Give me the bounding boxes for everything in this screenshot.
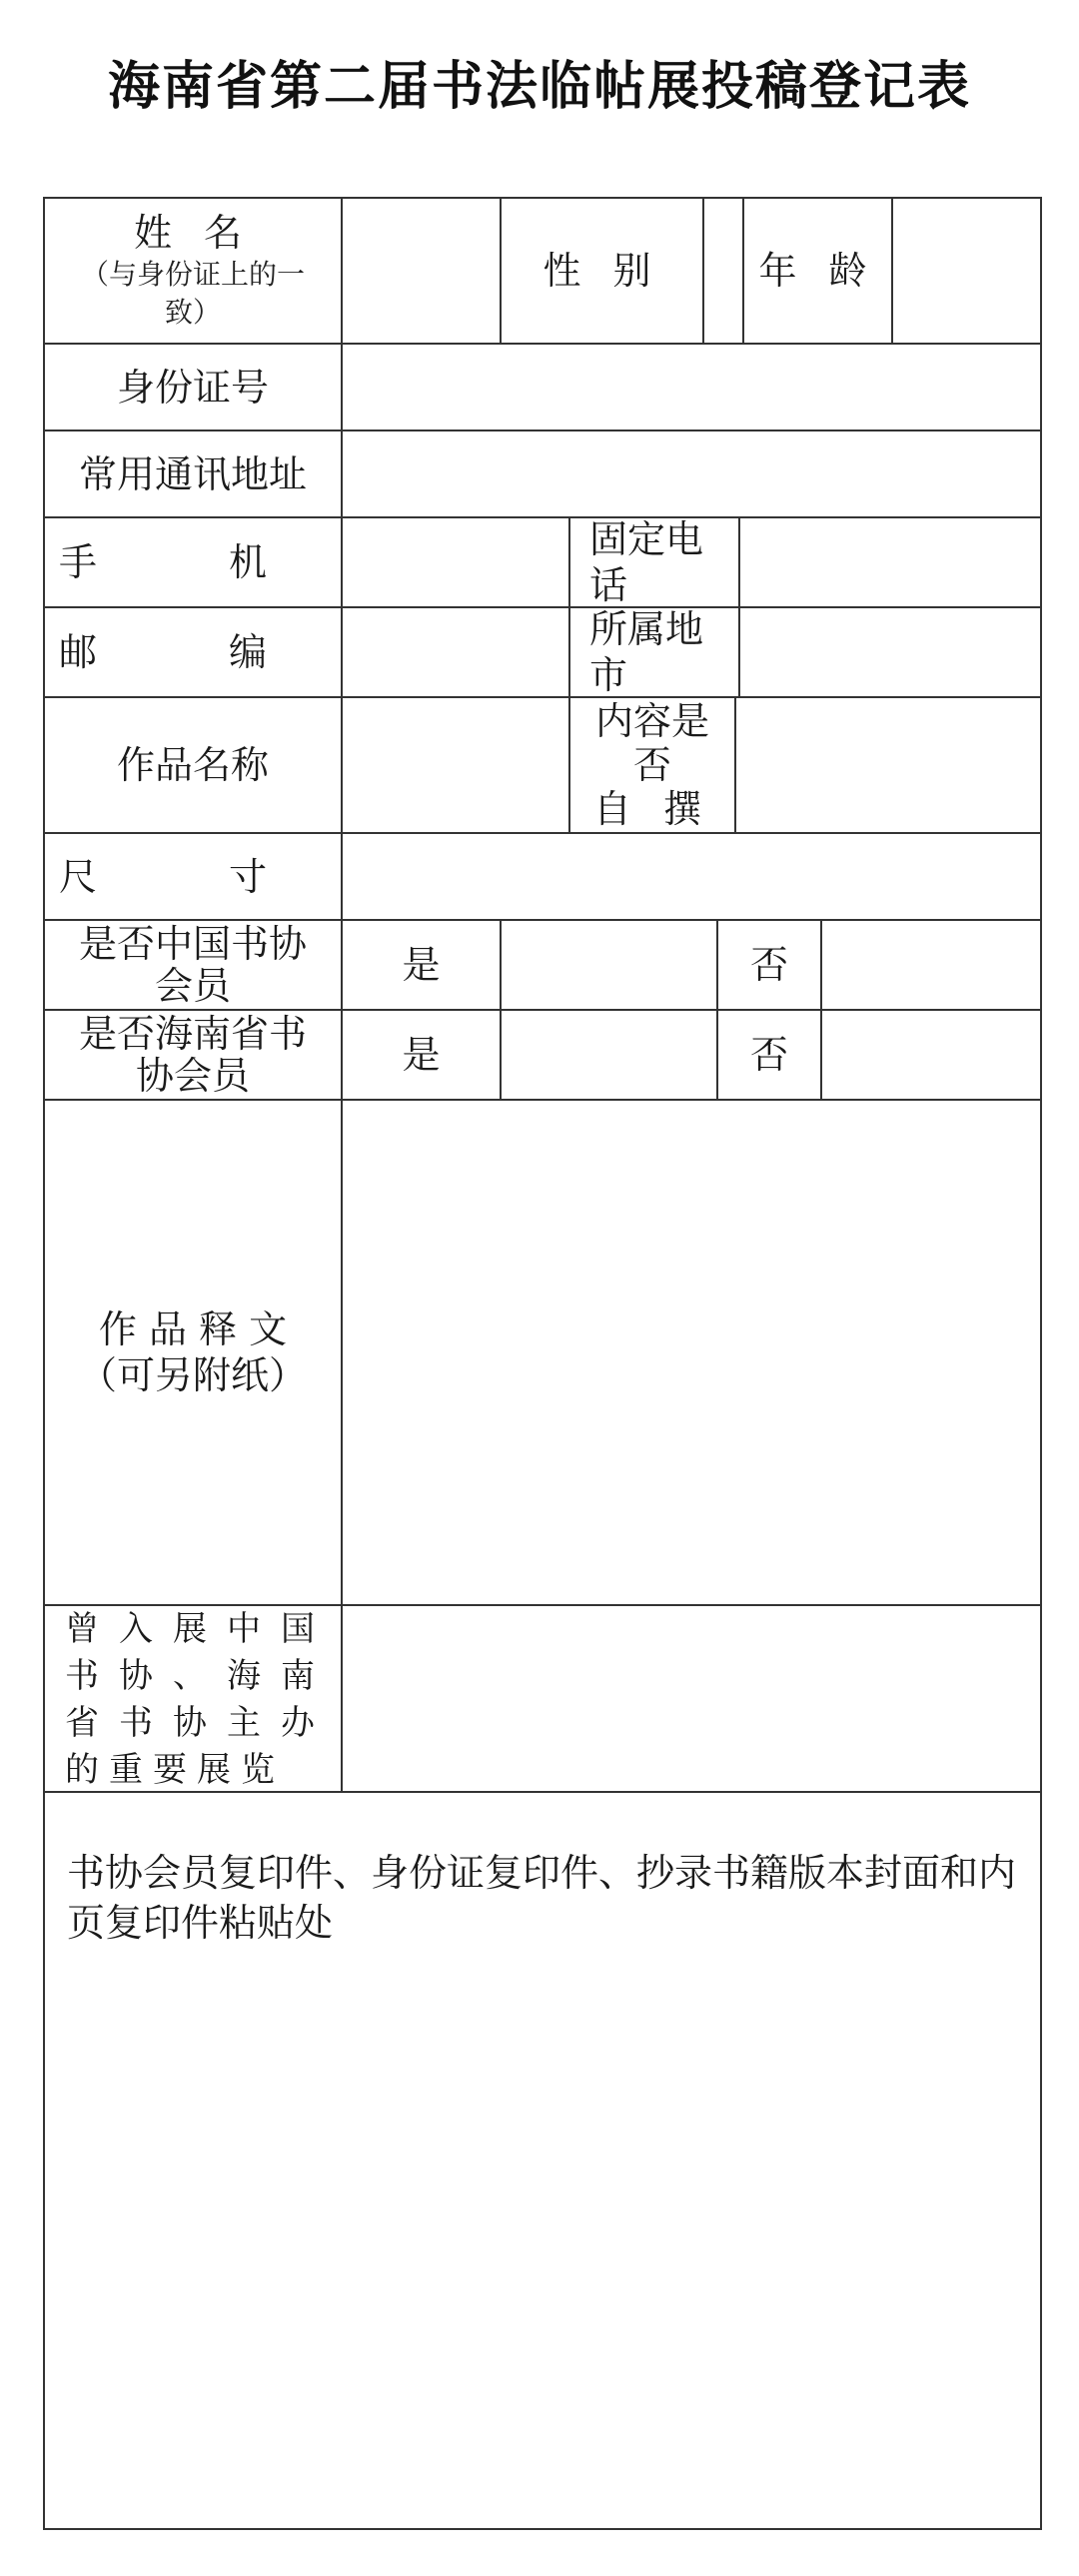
name-hint: （与身份证上的一 (80, 258, 305, 291)
hn-member-yes-box[interactable] (502, 1011, 716, 1099)
postcode-label-cell (45, 608, 341, 696)
self-written-field[interactable] (736, 698, 1040, 832)
city-label-cell (570, 608, 738, 696)
size-field[interactable] (343, 834, 1040, 919)
city-field[interactable] (740, 608, 1040, 696)
exhibitions-label-cell (45, 1606, 341, 1791)
hn-member-label: 是否海南省书 (78, 1012, 307, 1056)
gender-label-cell (502, 199, 702, 343)
id-number-field[interactable] (343, 345, 1040, 429)
mobile-field[interactable] (343, 518, 568, 606)
gender-field[interactable] (704, 199, 742, 343)
gender-label: 性 别 (542, 249, 661, 293)
cca-member-label-cell (45, 921, 341, 1009)
address-field[interactable] (343, 431, 1040, 516)
landline-field[interactable] (740, 518, 1040, 606)
landline-label: 话 (589, 563, 628, 607)
address-label-cell (45, 431, 341, 516)
address-label: 常用通讯地址 (78, 451, 307, 496)
hn-member-label-cell (45, 1011, 341, 1099)
hn-member-no-label: 否 (749, 1033, 788, 1077)
mobile-label-cell (45, 518, 341, 606)
hn-member-no-box[interactable] (822, 1011, 1040, 1099)
postcode-label: 邮 编 (58, 630, 328, 674)
name-hint: 致） (164, 296, 221, 329)
hn-member-yes-label-cell (343, 1011, 500, 1099)
self-written-label: 否 (632, 743, 671, 787)
work-title-label-cell (45, 698, 341, 832)
cca-member-no-label: 否 (749, 943, 788, 987)
registration-form (43, 197, 1042, 2530)
self-written-label: 自 撰 (592, 787, 712, 831)
age-field[interactable] (893, 199, 1040, 343)
name-label-cell (45, 199, 341, 343)
hn-member-no-label-cell (718, 1011, 820, 1099)
exhibitions-label: 曾入展中国书协、海南省书协主办的重要展览 (65, 1608, 325, 1790)
postcode-field[interactable] (343, 608, 568, 696)
cca-member-label: 会员 (154, 964, 231, 1008)
attachment-note: 书协会员复印件、身份证复印件、抄录书籍版本封面和内页复印件粘贴处 (67, 1851, 1017, 1945)
city-label: 所属地 (589, 607, 704, 651)
age-label-cell (744, 199, 891, 343)
cca-member-yes-label-cell (343, 921, 500, 1009)
exhibitions-field[interactable] (343, 1606, 1040, 1791)
id-number-label-cell (45, 345, 341, 429)
cca-member-no-box[interactable] (822, 921, 1040, 1009)
cca-member-label: 是否中国书协 (78, 922, 307, 966)
size-label: 尺 寸 (58, 854, 328, 899)
cca-member-yes-label: 是 (402, 943, 441, 987)
transcript-label: （可另附纸） (78, 1353, 307, 1397)
transcript-label: 作 品 释 文 (98, 1307, 288, 1351)
landline-label: 固定电 (589, 517, 704, 561)
self-written-label-cell (570, 698, 734, 832)
city-label: 市 (589, 653, 628, 697)
attachment-area[interactable] (45, 1793, 1040, 2528)
mobile-label: 手 机 (58, 540, 328, 584)
size-label-cell (45, 834, 341, 919)
cca-member-yes-box[interactable] (502, 921, 716, 1009)
work-title-field[interactable] (343, 698, 568, 832)
transcript-field[interactable] (343, 1101, 1040, 1604)
cca-member-no-label-cell (718, 921, 820, 1009)
form-title: 海南省第二届书法临帖展投稿登记表 (107, 57, 971, 117)
id-number-label: 身份证号 (116, 365, 269, 410)
age-label: 年 龄 (758, 249, 877, 293)
self-written-label: 内容是 (594, 699, 709, 743)
hn-member-label: 协会员 (135, 1054, 250, 1098)
hn-member-yes-label: 是 (402, 1033, 441, 1077)
landline-label-cell (570, 518, 738, 606)
name-label: 姓 名 (133, 211, 253, 255)
transcript-label-cell (45, 1101, 341, 1604)
name-field[interactable] (343, 199, 500, 343)
work-title-label: 作品名称 (116, 743, 269, 787)
